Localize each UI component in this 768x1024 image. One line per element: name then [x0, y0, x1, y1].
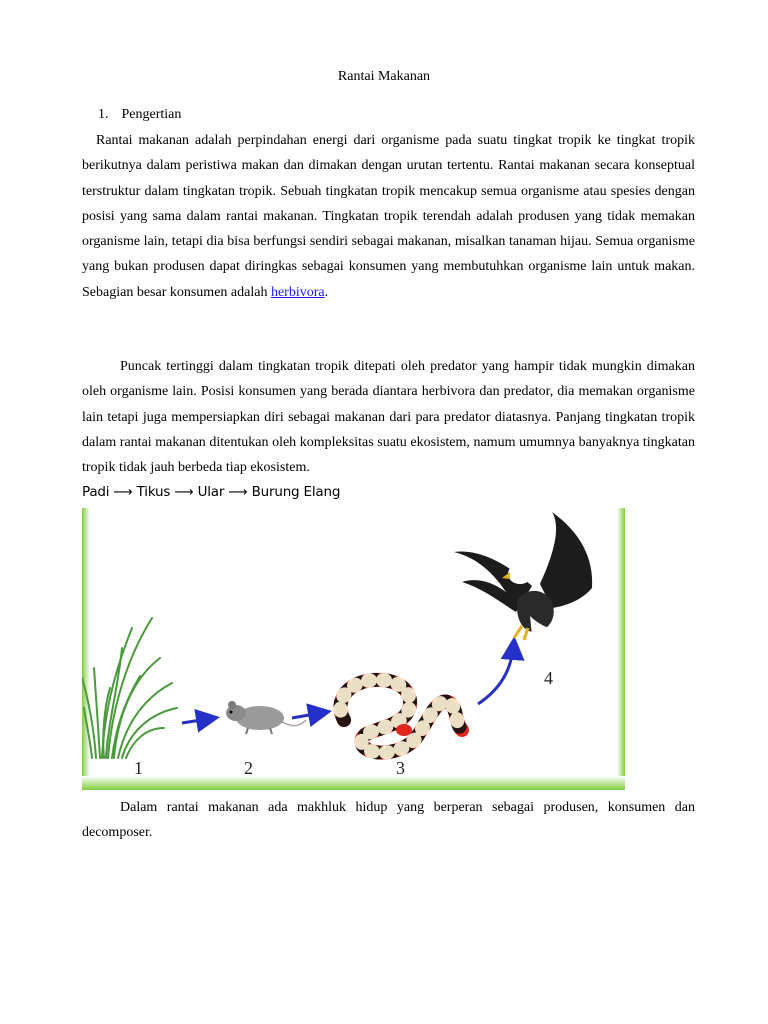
figure-label-4: 4	[544, 668, 553, 688]
paragraph-definition	[82, 128, 695, 305]
section-heading	[98, 105, 181, 125]
food-chain-text: Padi ⟶ Tikus ⟶ Ular ⟶ Burung Elang	[82, 484, 341, 500]
frame-bottom	[82, 776, 625, 790]
figure-label-3: 3	[396, 758, 405, 778]
figure-label-1: 1	[134, 758, 143, 778]
paragraph-definition-end: .	[324, 284, 329, 300]
frame-left	[82, 508, 90, 790]
eagle-icon	[454, 512, 592, 640]
paragraph-definition-text: Rantai makanan adalah perpindahan energi dari organisme pada suatu tingkat tropik ke tingkat tropik berikutnya dalam peristiwa makan dan dimakan dengan urutan tertentu. Rantai makanan secara konseptual terstruktur dalam tingkatan tropik. Sebuah tingkatan tropik mencakup semua organisme atau spesies dengan posisi yang sama dalam rantai makanan. Tingkatan tropik terendah adalah produsen yang tidak memakan organisme lain, tetapi dia bisa berfungsi sendiri sebagai makanan, misalkan tanaman hijau. Semua organisme yang bukan produsen dapat diringkas sebagai konsumen yang membutuhkan organisme lain untuk makan. Sebagian besar konsumen adalah	[82, 133, 695, 300]
arrow-1-2	[182, 718, 214, 723]
arrow-3-4	[478, 642, 514, 704]
frame-right	[617, 508, 625, 790]
figure-label-2: 2	[244, 758, 253, 778]
paragraph-predator: Puncak tertinggi dalam tingkatan tropik ditepati oleh predator yang hampir tidak mungkin dimakan oleh organisme lain. Posisi konsumen yang berada diantara herbivora dan predator, dia memakan organisme lain tetapi juga mempersiapkan diri sebagai makanan dari para predator diatasnya. Panjang tingkatan tropik dalam rantai makanan ditentukan oleh kompleksitas suatu ekosistem, namum umumnya banyaknya tingkatan tropik tidak jauh berbeda tiap ekosistem.	[82, 359, 695, 476]
grass-icon	[82, 618, 177, 758]
herbivora-link[interactable]: herbivora	[270, 284, 325, 300]
document-title: Rantai Makanan	[337, 69, 431, 84]
section-number: 1.	[98, 107, 109, 122]
paragraph-roles: Dalam rantai makanan ada makhluk hidup yang berperan sebagai produsen, konsumen dan decomposer.	[82, 800, 695, 841]
snake-icon	[340, 680, 462, 753]
arrow-2-3	[292, 712, 326, 718]
food-chain-illustration	[82, 508, 625, 790]
section-label: Pengertian	[121, 107, 182, 122]
